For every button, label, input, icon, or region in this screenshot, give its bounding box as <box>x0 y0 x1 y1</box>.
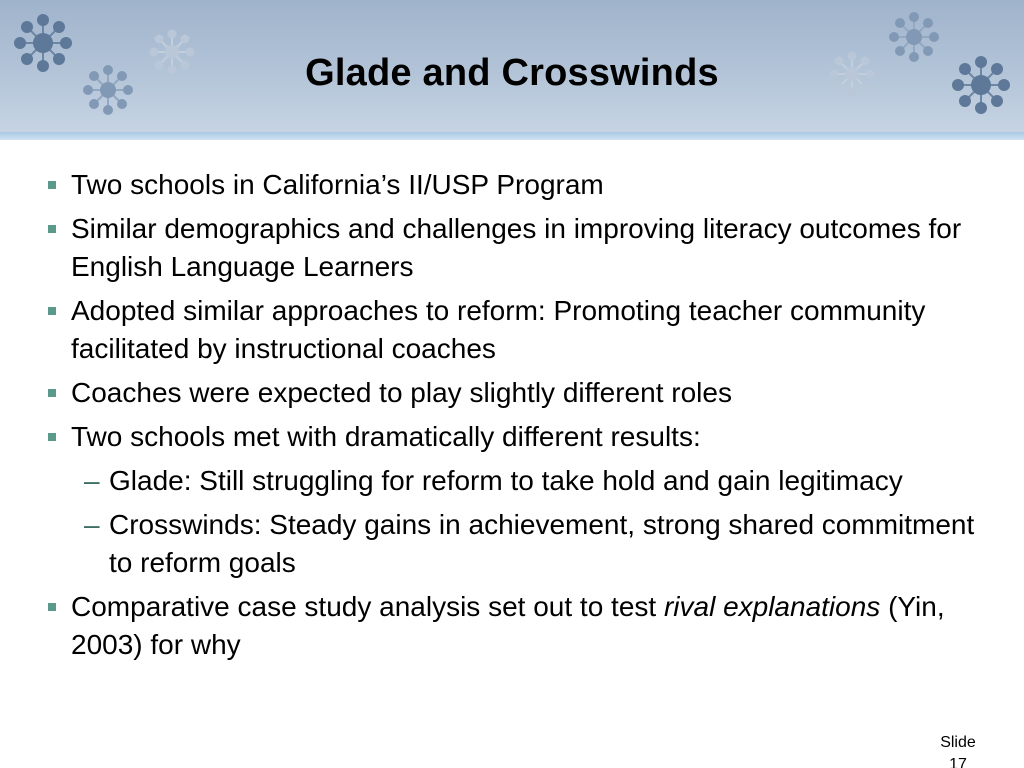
slide-number <box>930 732 986 768</box>
bullet-item <box>46 210 986 286</box>
dash-bullet-icon: – <box>84 509 100 540</box>
square-bullet-icon <box>48 603 56 611</box>
square-bullet-icon <box>48 181 56 189</box>
sub-bullet-text: Crosswinds: Steady gains in achievement, strong shared commitment to reform goals <box>109 509 975 578</box>
slide-number-label: Slide <box>940 734 976 751</box>
bullet-text-prefix: Comparative case study analysis set out to test <box>71 591 664 622</box>
bullet-item <box>46 292 986 368</box>
square-bullet-icon <box>48 433 56 441</box>
slide-number-value: 17 <box>949 756 967 768</box>
bullet-item <box>46 166 986 204</box>
slide-title: Glade and Crosswinds <box>305 52 719 94</box>
sub-bullet-item <box>46 506 986 582</box>
bullet-text: Two schools in California’s II/USP Program <box>71 169 604 200</box>
sub-bullet-item <box>46 462 986 500</box>
bullet-text <box>71 591 945 660</box>
bullet-text: Similar demographics and challenges in improving literacy outcomes for English Language Learners <box>71 213 962 282</box>
sub-bullet-text: Glade: Still struggling for reform to take hold and gain legitimacy <box>109 465 903 496</box>
bullet-item <box>46 374 986 412</box>
bullet-text: Adopted similar approaches to reform: Promoting teacher community facilitated by instructional coaches <box>71 295 926 364</box>
bullet-text-italic: rival explanations <box>663 591 881 622</box>
bullet-text: Coaches were expected to play slightly different roles <box>71 377 732 408</box>
dash-bullet-icon: – <box>84 465 100 496</box>
bullet-item <box>46 588 986 664</box>
header-rule <box>0 132 1024 140</box>
square-bullet-icon <box>48 389 56 397</box>
bullet-list <box>46 166 986 670</box>
square-bullet-icon <box>48 225 56 233</box>
bullet-item <box>46 418 986 456</box>
bullet-text: Two schools met with dramatically different results: <box>71 421 701 452</box>
square-bullet-icon <box>48 307 56 315</box>
bullet-text-suffix: (Yin, 2003) for why <box>71 591 945 660</box>
